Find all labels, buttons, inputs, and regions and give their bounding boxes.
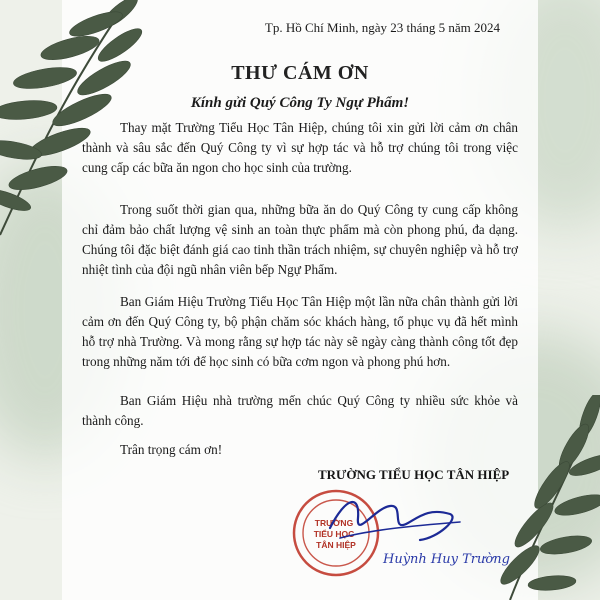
signature-scribble [320, 478, 470, 558]
body-paragraph: Ban Giám Hiệu nhà trường mến chúc Quý Công ty nhiều sức khỏe và thành công. [82, 393, 518, 428]
closing-line: Trân trọng cám ơn! [120, 442, 223, 457]
stamp-text-line: TÂN HIỆP [316, 540, 356, 550]
body-paragraph: Trong suốt thời gian qua, những bữa ăn do Quý Công ty cung cấp không chỉ đảm bảo chất lượng vệ sinh an toàn thực phẩm mà còn phong phú, đa dạng. Chúng tôi đặc biệt đánh giá cao tinh thần trách nhiệm, sự chuyên nghiệp và hỗ trợ nhiệt tình của đội ngũ nhân viên bếp Ngự Phẩm. [82, 202, 518, 277]
body-paragraph: Ban Giám Hiệu Trường Tiểu Học Tân Hiệp một lần nữa chân thành gửi lời cảm ơn đến Quý Công ty, bộ phận chăm sóc khách hàng, tổ phục vụ đã hết mình hỗ trợ nhà Trường. Và mong rằng sự hợp tác này sẽ ngày càng thành công tốt đẹp trong những năm tới để học sinh có bữa cơm ngon và phong phú hơn. [82, 294, 518, 369]
letter-date: Tp. Hồ Chí Minh, ngày 23 tháng 5 năm 2024 [264, 20, 500, 35]
body-paragraph: Thay mặt Trường Tiểu Học Tân Hiệp, chúng tôi xin gửi lời cảm ơn chân thành và sâu sắc đến Quý Công ty vì sự hợp tác và hỗ trợ chúng tôi trong việc cung cấp các bữa ăn ngon cho học sinh của trường. [82, 120, 518, 175]
stamp-text-line: TRƯỜNG [314, 518, 354, 528]
letter-greeting: Kính gửi Quý Công Ty Ngự Phẩm! [190, 95, 410, 111]
signer-name: Huỳnh Huy Trường [383, 552, 510, 567]
stamp-text-line: TIỂU HỌC [313, 529, 355, 539]
school-name: TRƯỜNG TIỂU HỌC TÂN HIỆP [318, 467, 510, 482]
letter-title: THƯ CÁM ƠN [231, 62, 369, 84]
